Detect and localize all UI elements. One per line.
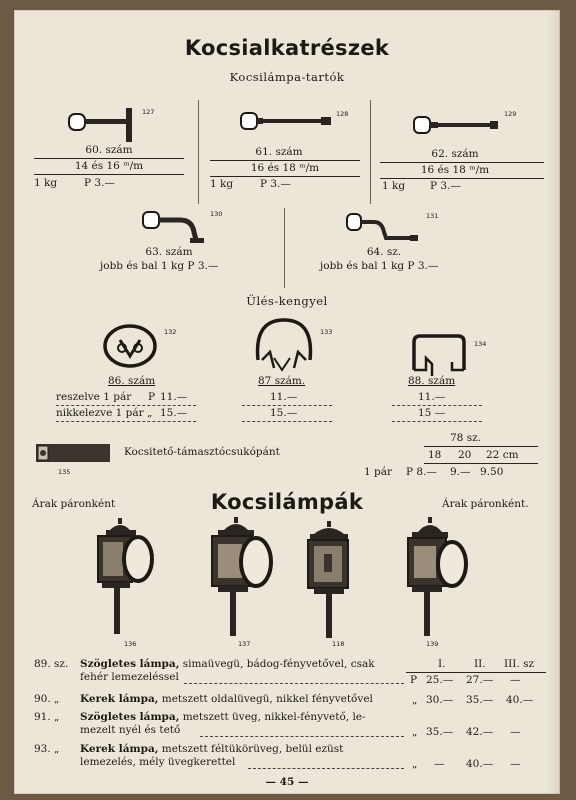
price-prefix: „ (412, 726, 418, 738)
price-col3: — (510, 758, 521, 770)
item-code: 139 (426, 640, 439, 648)
price-col2: 40.— (466, 758, 494, 770)
item-code: 134 (474, 340, 487, 348)
item-code: 130 (210, 210, 223, 218)
item-code: 127 (142, 108, 155, 116)
roof-support-hinge-image (36, 440, 114, 468)
holder-name: 63. szám (145, 246, 193, 258)
seat-price: 15 — (418, 407, 446, 419)
item-code: 133 (320, 328, 333, 336)
col-header-3: III. sz (504, 658, 535, 670)
price-col2: 42.— (466, 726, 494, 738)
seat-price: 15.— (270, 407, 298, 419)
seat-row-label: reszelve 1 pár (56, 391, 132, 403)
price-col1: 35.— (426, 726, 454, 738)
column-divider (284, 208, 285, 288)
price-prefix: „ (412, 694, 418, 706)
item-code: 132 (164, 328, 177, 336)
rule (34, 174, 184, 175)
rule (34, 158, 184, 159)
lamp-no: 91. „ (34, 711, 60, 723)
seat-price: 11.— (418, 391, 446, 403)
roof-price: 9.50 (480, 466, 504, 478)
lamp-name: Kerek lámpa, (80, 743, 159, 755)
lamp-desc: metszett üveg, nikkel-fényvető, le- (179, 711, 366, 723)
price-col1: 25.— (426, 674, 454, 686)
lamp-name: Kerek lámpa, (80, 693, 159, 705)
seat-price: 15.— (160, 407, 188, 419)
seat-bracket-86-image (102, 318, 162, 380)
leader-dashes (392, 405, 482, 406)
holder-weight: 1 kg (210, 178, 234, 190)
holder-desc: jobb és bal 1 kg P 3.— (320, 260, 439, 272)
size-20: 20 (458, 449, 472, 461)
leader-dashes (56, 421, 196, 422)
page-number: — 45 — (265, 776, 309, 788)
section-heading-holders: Kocsilámpa-tartók (229, 70, 345, 84)
holder-size: 16 és 18 ᵐ/m (420, 164, 490, 176)
size-18: 18 (428, 449, 442, 461)
rule (210, 176, 360, 177)
seat-row-currency: P (148, 391, 156, 403)
holder-name: 61. szám (255, 146, 303, 158)
lamp-row-line1 (80, 693, 373, 705)
holder-name: 62. szám (431, 148, 479, 160)
lamp-holder-129-image (412, 114, 512, 144)
lamp-holder-130-image (140, 210, 223, 246)
holder-price: P 3.— (84, 177, 115, 189)
bracket-name: 87 szám. (258, 375, 306, 387)
price-prefix: P (410, 674, 418, 686)
rule (424, 446, 538, 447)
price-col1: — (434, 758, 445, 770)
leader-dashes (392, 421, 482, 422)
lamp-holder-131-image (344, 212, 424, 248)
lamp-137-image (200, 516, 276, 640)
roof-support-label: Kocsitető-támasztócsukópánt (124, 446, 280, 458)
holder-weight: 1 kg (382, 180, 406, 192)
holder-price: P 3.— (260, 178, 291, 190)
holder-price: P 3.— (430, 180, 461, 192)
holder-name: 60. szám (85, 144, 133, 156)
lamp-row-line1 (80, 658, 375, 670)
size-22: 22 cm (486, 449, 519, 461)
roof-support-pair: 1 pár (364, 466, 393, 478)
bracket-name: 88. szám (408, 375, 456, 387)
lamp-desc-2: mezelt nyél és tető (80, 724, 181, 736)
item-code: 128 (336, 110, 349, 118)
rule (380, 162, 544, 163)
holder-size: 14 és 16 ᵐ/m (74, 160, 144, 172)
roof-price: 9.— (450, 466, 471, 478)
lamp-136-image (88, 516, 158, 640)
price-note-right: Árak páronként. (442, 498, 529, 510)
lamp-139-image (398, 516, 474, 640)
item-code: 135 (58, 468, 71, 476)
lamp-118-image (304, 520, 354, 640)
column-divider (198, 100, 199, 204)
price-prefix: „ (412, 758, 418, 770)
lamp-row-line1 (80, 711, 366, 723)
leader-dashes (200, 736, 404, 737)
lamp-holder-127-image (66, 106, 146, 146)
rule (406, 672, 546, 673)
lamp-no: 93. „ (34, 743, 60, 755)
lamp-desc-2: fehér lemezeléssel (80, 671, 179, 683)
rule (380, 178, 544, 179)
price-note-left: Árak páronként (32, 498, 116, 510)
page-title: Kocsialkatrészek (184, 36, 390, 60)
seat-price: 11.— (270, 391, 298, 403)
lamp-row-line1 (80, 743, 343, 755)
lamp-desc: metszett féltükörüveg, belül ezüst (158, 743, 344, 755)
leader-dashes (242, 421, 332, 422)
seat-row-label: nikkelezve 1 pár „ (56, 407, 153, 419)
lamp-desc-2: lemezelés, mély üvegkerettel (80, 756, 236, 768)
item-code: 137 (238, 640, 251, 648)
lamp-no: 89. sz. (34, 658, 69, 670)
roof-price: P 8.— (406, 466, 437, 478)
col-header-1: I. (438, 658, 446, 670)
seat-price: 11.— (160, 391, 188, 403)
rule (424, 463, 538, 464)
leader-dashes (184, 683, 404, 684)
leader-dashes (248, 768, 404, 769)
lamps-title: Kocsilámpák (210, 490, 364, 514)
col-header-2: II. (474, 658, 486, 670)
roof-support-size-label: 78 sz. (450, 432, 481, 444)
lamp-desc: metszett oldalüvegü, nikkel fényvetővel (158, 693, 373, 705)
leader-dashes (242, 405, 332, 406)
item-code: 129 (504, 110, 517, 118)
lamp-holder-128-image (239, 110, 339, 140)
price-col3: 40.— (506, 694, 534, 706)
section-heading-seat: Ülés-kengyel (246, 294, 328, 308)
lamp-no: 90. „ (34, 693, 60, 705)
price-col3: — (510, 674, 521, 686)
price-col2: 27.— (466, 674, 494, 686)
lamp-name: Szögletes lámpa, (80, 711, 180, 723)
holder-name: 64. sz. (366, 246, 402, 258)
bracket-name: 86. szám (108, 375, 156, 387)
item-code: 131 (426, 212, 439, 220)
item-code: 118 (332, 640, 345, 648)
lamp-desc: simaüvegü, bádog-fényvetővel, csak (179, 658, 375, 670)
price-col2: 35.— (466, 694, 494, 706)
item-code: 136 (124, 640, 137, 648)
catalog-page (14, 10, 560, 794)
leader-dashes (56, 405, 196, 406)
holder-size: 16 és 18 ᵐ/m (250, 162, 320, 174)
holder-weight: 1 kg (34, 177, 58, 189)
lamp-name: Szögletes lámpa, (80, 658, 180, 670)
seat-bracket-87-image (252, 314, 316, 380)
price-col3: — (510, 726, 521, 738)
price-col1: 30.— (426, 694, 454, 706)
rule (210, 160, 360, 161)
holder-desc: jobb és bal 1 kg P 3.— (100, 260, 219, 272)
column-divider (370, 100, 371, 204)
seat-bracket-88-image (406, 332, 472, 378)
